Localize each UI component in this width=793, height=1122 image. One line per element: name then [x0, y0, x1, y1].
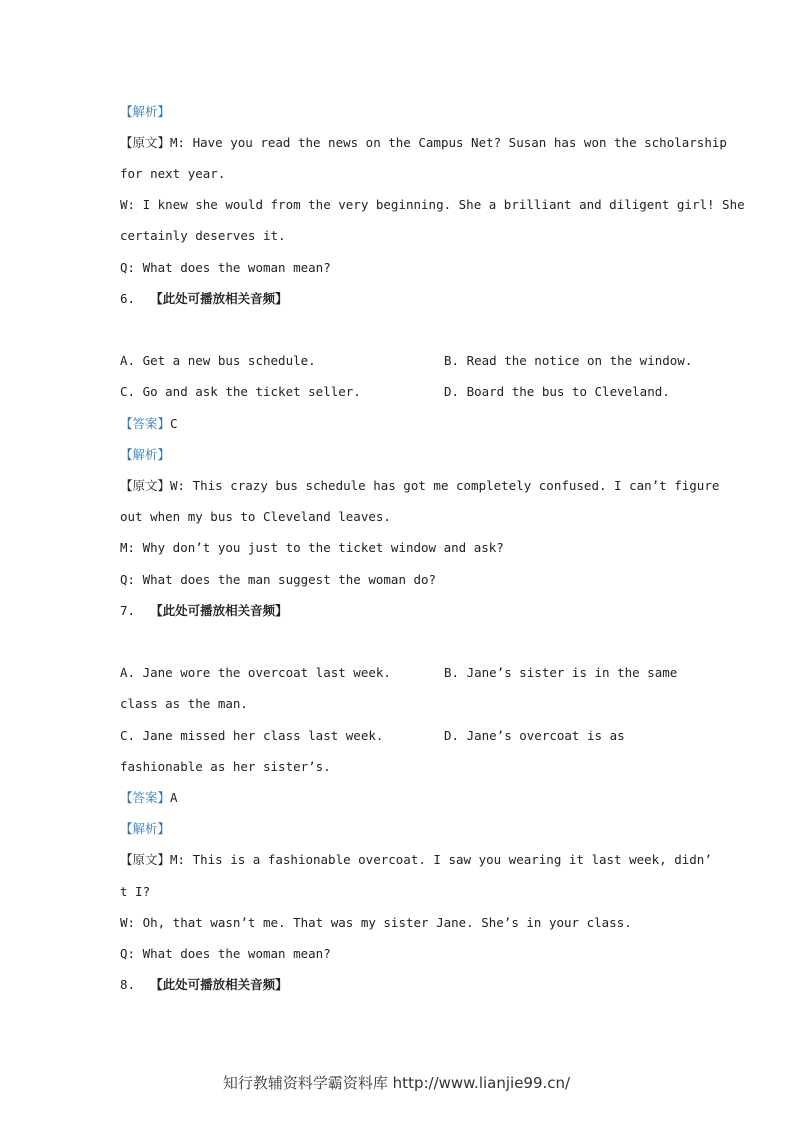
transcript-line: certainly deserves it.: [120, 228, 286, 243]
question-7-header: [120, 603, 288, 619]
option-c: C. Go and ask the ticket seller.: [120, 384, 361, 399]
option-c: C. Jane missed her class last week.: [120, 728, 384, 743]
question-line: Q: What does the woman mean?: [120, 946, 331, 961]
transcript-line: W: I knew she would from the very beginning. She a brilliant and diligent girl! She: [120, 197, 745, 212]
answer-value: C: [170, 416, 178, 431]
option-b: B. Jane’s sister is in the same: [444, 665, 678, 680]
option-d-continued: fashionable as her sister’s.: [120, 759, 331, 774]
transcript-text: W: This crazy bus schedule has got me completely confused. I can’t figure: [170, 478, 720, 493]
footer-watermark: 知行教辅资料学霸资料库 http://www.lianjie99.cn/: [222, 1074, 571, 1092]
answer-value: A: [170, 790, 178, 805]
audio-placeholder: 【此处可播放相关音频】: [150, 291, 288, 306]
answer-tag: 【答案】: [120, 790, 171, 805]
option-b-continued: class as the man.: [120, 696, 248, 711]
answer-line: [120, 416, 178, 432]
question-line: Q: What does the man suggest the woman do?: [120, 572, 437, 587]
analysis-heading: 【解析】: [120, 447, 171, 462]
transcript-text: M: This is a fashionable overcoat. I saw you wearing it last week, didn’: [170, 852, 712, 867]
transcript-line: for next year.: [120, 166, 226, 181]
audio-placeholder: 【此处可播放相关音频】: [150, 977, 288, 992]
transcript-tag: 【原文】: [120, 135, 171, 150]
transcript-line: [120, 135, 727, 151]
answer-line: [120, 790, 178, 806]
transcript-line: out when my bus to Cleveland leaves.: [120, 509, 391, 524]
question-6-header: [120, 291, 288, 307]
transcript-line: W: Oh, that wasn’t me. That was my sister Jane. She’s in your class.: [120, 915, 632, 930]
transcript-line: M: Why don’t you just to the ticket window and ask?: [120, 540, 504, 555]
transcript-tag: 【原文】: [120, 852, 171, 867]
option-d: D. Board the bus to Cleveland.: [444, 384, 670, 399]
question-8-header: [120, 977, 288, 993]
answer-tag: 【答案】: [120, 416, 171, 431]
transcript-line: [120, 852, 712, 868]
question-line: Q: What does the woman mean?: [120, 260, 331, 275]
transcript-tag: 【原文】: [120, 478, 171, 493]
analysis-heading: 【解析】: [120, 104, 171, 119]
option-a: A. Jane wore the overcoat last week.: [120, 665, 391, 680]
transcript-line: t I?: [120, 884, 151, 899]
question-number: 7.: [120, 603, 136, 618]
question-number: 8.: [120, 977, 136, 992]
option-d: D. Jane’s overcoat is as: [444, 728, 625, 743]
transcript-text: M: Have you read the news on the Campus Net? Susan has won the scholarship: [170, 135, 727, 150]
transcript-line: [120, 478, 719, 494]
audio-placeholder: 【此处可播放相关音频】: [150, 603, 288, 618]
option-b: B. Read the notice on the window.: [444, 353, 693, 368]
analysis-heading: 【解析】: [120, 821, 171, 836]
option-a: A. Get a new bus schedule.: [120, 353, 316, 368]
question-number: 6.: [120, 291, 136, 306]
